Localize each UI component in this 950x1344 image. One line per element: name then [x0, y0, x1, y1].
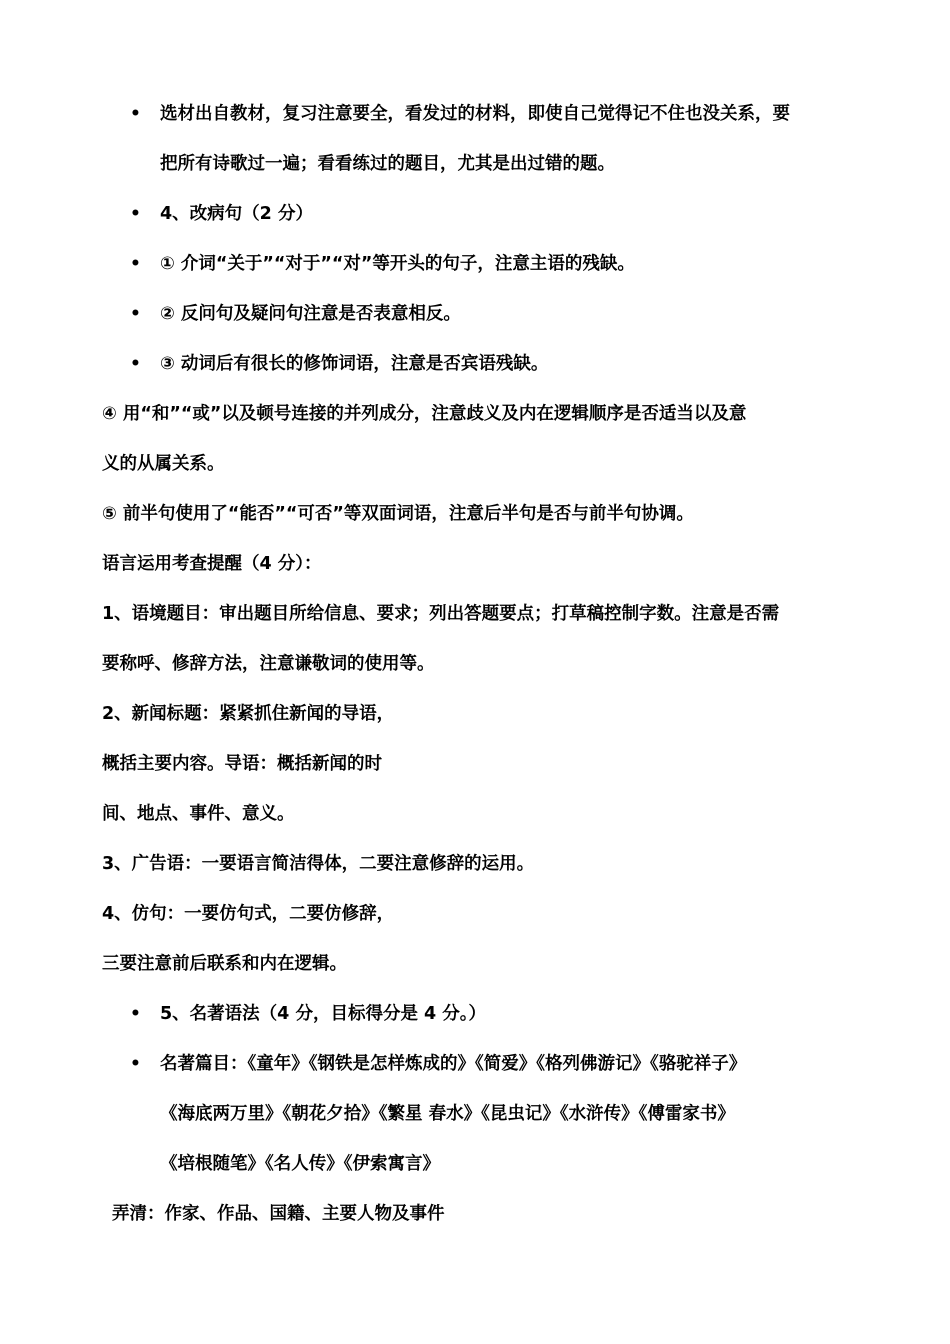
item-imitation: 4、仿句：一要仿句式，二要仿修辞，: [102, 904, 395, 924]
paragraph-rule-4-cont: 义的从属关系。: [102, 454, 225, 474]
item-context-question: 1、语境题目：审出题目所给信息、要求；列出答题要点；打草稿控制字数。注意是否需: [102, 604, 780, 624]
bullet-marker: •: [130, 204, 141, 224]
paragraph-rule-5: ⑤ 前半句使用了“能否”“可否”等双面词语，注意后半句是否与前半句协调。: [102, 504, 694, 524]
bullet-text-materials-cont: 把所有诗歌过一遍；看看练过的题目，尤其是出过错的题。: [160, 154, 615, 174]
footer-line: 弄清：作家、作品、国籍、主要人物及事件: [112, 1204, 445, 1224]
item-news-headline: 2、新闻标题：紧紧抓住新闻的导语，: [102, 704, 395, 724]
bullet-text-rule-3: ③ 动词后有很长的修饰词语，注意是否宾语残缺。: [160, 354, 549, 374]
bullet-text-classics: 5、名著语法（4 分，目标得分是 4 分。）: [160, 1004, 487, 1024]
item-imitation-cont: 三要注意前后联系和内在逻辑。: [102, 954, 347, 974]
bullet-text-sentence-correction: 4、改病句（2 分）: [160, 204, 313, 224]
item-news-headline-cont2: 间、地点、事件、意义。: [102, 804, 295, 824]
bullet-marker: •: [130, 354, 141, 374]
bullet-text-rule-1: ① 介词“关于”“对于”“对”等开头的句子，注意主语的残缺。: [160, 254, 635, 274]
item-news-headline-cont: 概括主要内容。导语：概括新闻的时: [102, 754, 382, 774]
item-context-question-cont: 要称呼、修辞方法，注意谦敬词的使用等。: [102, 654, 435, 674]
bullet-marker: •: [130, 254, 141, 274]
bullet-text-book-list-cont2: 《培根随笔》《名人传》《伊索寓言》: [160, 1154, 440, 1174]
bullet-text-book-list-cont: 《海底两万里》《朝花夕拾》《繁星 春水》《昆虫记》《水浒传》《傅雷家书》: [160, 1104, 735, 1124]
bullet-marker: •: [130, 1004, 141, 1024]
bullet-marker: •: [130, 104, 141, 124]
paragraph-rule-4: ④ 用“和”“或”以及顿号连接的并列成分，注意歧义及内在逻辑顺序是否适当以及意: [102, 404, 747, 424]
bullet-text-rule-2: ② 反问句及疑问句注意是否表意相反。: [160, 304, 461, 324]
item-slogan: 3、广告语：一要语言简洁得体，二要注意修辞的运用。: [102, 854, 535, 874]
bullet-text-materials: 选材出自教材，复习注意要全，看发过的材料，即使自己觉得记不住也没关系，要: [160, 104, 790, 124]
bullet-marker: •: [130, 1054, 141, 1074]
bullet-marker: •: [130, 304, 141, 324]
section-title: 语言运用考查提醒（4 分）：: [102, 554, 322, 574]
bullet-text-book-list: 名著篇目：《童年》《钢铁是怎样炼成的》《简爱》《格列佛游记》《骆驼祥子》: [160, 1054, 747, 1074]
